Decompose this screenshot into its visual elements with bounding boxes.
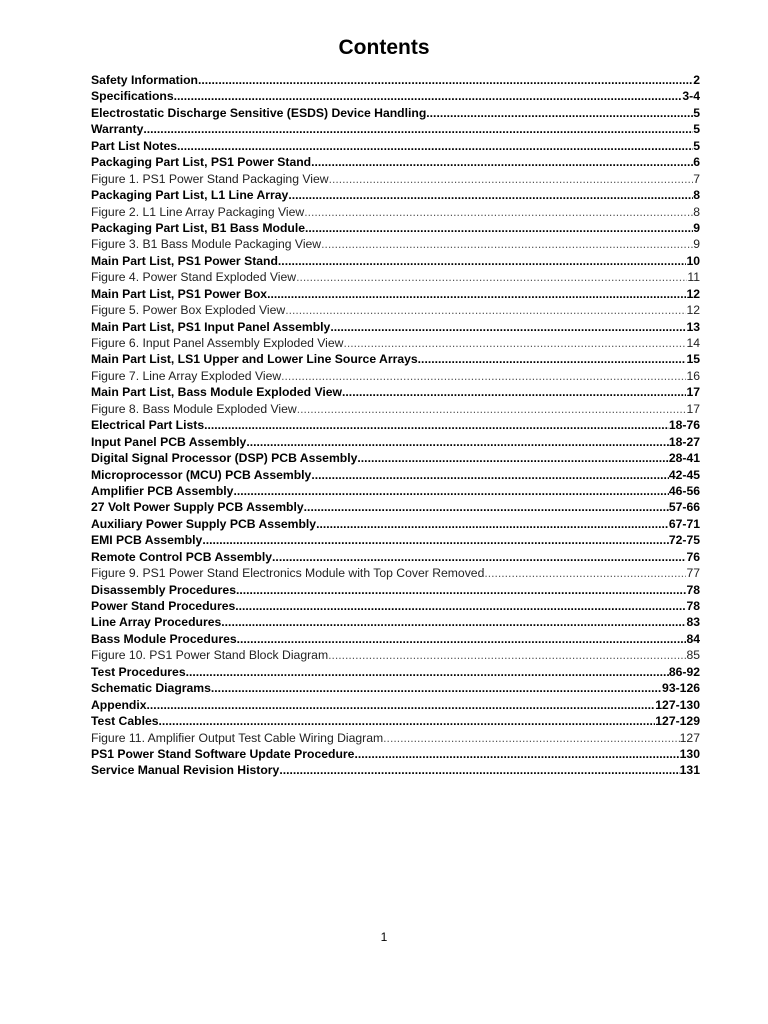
toc-entry[interactable] (91, 154, 700, 170)
toc-entry-title: Part List Notes (91, 138, 178, 153)
toc-entry-page: 83 (686, 615, 700, 630)
toc-entry[interactable] (91, 598, 700, 614)
toc-entry[interactable] (91, 384, 700, 400)
toc-entry-title: Schematic Diagrams (91, 681, 211, 696)
page-number: 1 (380, 930, 388, 944)
toc-entry[interactable] (91, 171, 700, 187)
toc-entry-page: 9 (693, 237, 700, 252)
toc-entry-page: 17 (686, 385, 700, 400)
dot-leader (211, 680, 662, 696)
dot-leader (279, 762, 679, 778)
toc-entry[interactable] (91, 713, 700, 729)
toc-entry-page: 7 (693, 171, 700, 186)
toc-entry-title: Figure 3. B1 Bass Module Packaging View (91, 237, 322, 252)
toc-entry-title: Electrostatic Discharge Sensitive (ESDS) Device Handling (91, 105, 427, 120)
toc-entry-title: Packaging Part List, L1 Line Array (91, 188, 289, 203)
toc-entry-title: Appendix (91, 697, 147, 712)
toc-entry-title: Disassembly Procedures (91, 582, 236, 597)
dot-leader (204, 417, 669, 433)
toc-entry-page: 15 (686, 352, 700, 367)
toc-entry-title: Line Array Procedures (91, 615, 222, 630)
toc-entry[interactable] (91, 762, 700, 778)
toc-entry-page: 8 (693, 188, 700, 203)
toc-entry-title: Figure 5. Power Box Exploded View (91, 303, 286, 318)
dot-leader (484, 565, 686, 581)
toc-entry-page: 17 (686, 401, 700, 416)
toc-entry-page: 84 (686, 631, 700, 646)
dot-leader (285, 302, 686, 318)
toc-entry[interactable] (91, 286, 700, 302)
toc-entry-page: 9 (693, 220, 700, 235)
toc-entry-page: 5 (693, 138, 700, 153)
toc-entry-page: 12 (686, 303, 700, 318)
toc-entry[interactable] (91, 401, 700, 417)
dot-leader (177, 138, 693, 154)
toc-entry-page: 130 (679, 746, 700, 761)
toc-entry[interactable] (91, 319, 700, 335)
toc-entry-title: Figure 4. Power Stand Exploded View (91, 270, 297, 285)
toc-entry-title: Test Cables (91, 714, 159, 729)
toc-entry[interactable] (91, 138, 700, 154)
toc-entry-page: 28-41 (668, 451, 700, 466)
toc-entry-title: Figure 6. Input Panel Assembly Exploded View (91, 336, 344, 350)
dot-leader (304, 499, 669, 515)
toc-entry[interactable] (91, 582, 700, 598)
toc-entry[interactable] (91, 549, 700, 565)
toc-entry-page: 127-130 (655, 697, 700, 712)
toc-entry[interactable] (91, 680, 700, 696)
toc-entry-title: Remote Control PCB Assembly (91, 549, 273, 564)
toc-entry-title: Bass Module Procedures (91, 631, 237, 646)
toc-entry[interactable] (91, 746, 700, 762)
dot-leader (143, 121, 693, 137)
toc-entry[interactable] (91, 532, 700, 548)
toc-entry-page: 86-92 (668, 664, 700, 679)
dot-leader (236, 582, 686, 598)
toc-entry-title: Safety Information (91, 73, 198, 87)
dot-leader (418, 351, 687, 367)
dot-leader (288, 187, 693, 203)
toc-entry-title: Warranty (91, 122, 144, 137)
dot-leader (267, 286, 686, 302)
dot-leader (237, 631, 687, 647)
toc-entry[interactable] (91, 417, 700, 433)
toc-entry-page: 78 (686, 599, 700, 613)
dot-leader (342, 384, 686, 400)
toc-entry[interactable] (91, 302, 700, 318)
toc-entry-title: Figure 2. L1 Line Array Packaging View (91, 204, 305, 219)
dot-leader (328, 647, 686, 663)
toc-entry[interactable] (91, 450, 700, 466)
dot-leader (198, 72, 693, 88)
toc-entry-title: Digital Signal Processor (DSP) PCB Assembly (91, 451, 358, 466)
toc-entry-page: 11 (687, 270, 700, 285)
toc-entry[interactable] (91, 467, 700, 483)
toc-entry-page: 77 (686, 566, 700, 581)
toc-entry[interactable] (91, 105, 700, 121)
toc-entry-title: Main Part List, LS1 Upper and Lower Line Source Arrays (91, 352, 418, 367)
dot-leader (296, 269, 687, 285)
dot-leader (343, 335, 686, 351)
toc-entry-title: Figure 1. PS1 Power Stand Packaging View (91, 171, 329, 186)
toc-entry-page: 76 (686, 549, 700, 564)
toc-entry[interactable] (91, 335, 700, 351)
toc-entry[interactable] (91, 187, 700, 203)
toc-entry[interactable] (91, 483, 700, 499)
dot-leader (202, 532, 669, 548)
toc-entry-page: 131 (679, 763, 700, 778)
toc-entry-title: EMI PCB Assembly (91, 533, 203, 548)
toc-entry-page: 2 (693, 73, 700, 87)
toc-entry-title: Figure 7. Line Array Exploded View (91, 368, 282, 383)
toc-entry-title: Electrical Part Lists (91, 418, 205, 433)
toc-entry[interactable] (91, 697, 700, 713)
toc-entry[interactable] (91, 499, 700, 515)
toc-entry-title: Packaging Part List, B1 Bass Module (91, 220, 306, 235)
dot-leader (357, 450, 668, 466)
toc-entry[interactable] (91, 664, 700, 680)
toc-entry-page: 72-75 (668, 533, 700, 548)
toc-entry-title: Packaging Part List, PS1 Power Stand (91, 155, 312, 170)
toc-entry[interactable] (91, 516, 700, 532)
toc-entry-title: Input Panel PCB Assembly (91, 434, 247, 449)
page-title: Contents (338, 36, 430, 59)
toc-entry-page: 42-45 (668, 467, 700, 482)
toc-entry-page: 46-56 (668, 483, 700, 498)
toc-entry-title: Microprocessor (MCU) PCB Assembly (91, 467, 312, 482)
dot-leader (316, 516, 669, 532)
toc-entry[interactable] (91, 88, 700, 104)
toc-entry-page: 14 (686, 336, 700, 350)
dot-leader (426, 105, 693, 121)
dot-leader (297, 401, 687, 417)
toc-entry-page: 6 (693, 155, 700, 170)
dot-leader (311, 154, 693, 170)
dot-leader (281, 368, 686, 384)
dot-leader (311, 467, 669, 483)
toc-entry-title: PS1 Power Stand Software Update Procedure (91, 746, 355, 761)
dot-leader (354, 746, 679, 762)
toc-entry-page: 85 (686, 648, 700, 663)
toc-entry[interactable] (91, 72, 700, 88)
toc-entry[interactable] (91, 565, 700, 581)
toc-entry-title: Main Part List, PS1 Input Panel Assembly (91, 319, 331, 334)
toc-entry-title: Figure 9. PS1 Power Stand Electronics Module with Top Cover Removed (91, 566, 485, 581)
toc-entry[interactable] (91, 614, 700, 630)
dot-leader (174, 88, 683, 104)
toc-entry[interactable] (91, 730, 700, 746)
toc-entry-title: Service Manual Revision History (91, 763, 280, 778)
toc-entry-title: Amplifier PCB Assembly (91, 483, 234, 498)
toc-entry-page: 18-27 (668, 434, 700, 449)
toc-entry-page: 8 (693, 204, 700, 219)
toc-entry-page: 3-4 (682, 89, 700, 104)
dot-leader (246, 434, 669, 450)
toc-entry-title: Test Procedures (91, 664, 186, 679)
toc-entry-page: 5 (693, 105, 700, 120)
toc-entry-page: 127 (679, 730, 700, 745)
toc-entry-page: 18-76 (668, 418, 700, 433)
toc-entry-title: Main Part List, Bass Module Exploded View (91, 385, 343, 400)
toc-entry-page: 12 (686, 286, 700, 301)
toc-entry-page: 67-71 (668, 516, 700, 531)
dot-leader (305, 220, 693, 236)
toc-entry-page: 13 (686, 319, 700, 334)
toc-entry-title: Power Stand Procedures (91, 599, 236, 613)
dot-leader (186, 664, 669, 680)
dot-leader (329, 171, 694, 187)
table-of-contents (91, 72, 700, 779)
dot-leader (272, 549, 686, 565)
toc-entry-title: Specifications (91, 89, 174, 104)
toc-entry-page: 5 (693, 122, 700, 137)
toc-entry-page: 78 (686, 582, 700, 597)
toc-entry[interactable] (91, 220, 700, 236)
dot-leader (278, 253, 687, 269)
dot-leader (304, 204, 693, 220)
dot-leader (321, 236, 693, 252)
dot-leader (159, 713, 656, 729)
toc-entry-title: Figure 8. Bass Module Exploded View (91, 401, 297, 416)
toc-entry[interactable] (91, 204, 700, 220)
toc-entry[interactable] (91, 434, 700, 450)
dot-leader (147, 697, 656, 713)
toc-entry-page: 127-129 (655, 714, 700, 729)
toc-entry[interactable] (91, 631, 700, 647)
toc-entry[interactable] (91, 269, 700, 285)
toc-entry-page: 57-66 (668, 500, 700, 515)
toc-entry[interactable] (91, 121, 700, 137)
toc-entry-title: Main Part List, PS1 Power Stand (91, 253, 278, 268)
toc-entry-title: 27 Volt Power Supply PCB Assembly (91, 500, 304, 515)
dot-leader (330, 319, 686, 335)
toc-entry-title: Auxiliary Power Supply PCB Assembly (91, 516, 317, 531)
toc-entry-title: Main Part List, PS1 Power Box (91, 286, 268, 301)
dot-leader (233, 483, 668, 499)
toc-entry-page: 93-126 (662, 681, 700, 696)
dot-leader (235, 598, 686, 614)
toc-entry[interactable] (91, 236, 700, 252)
toc-entry[interactable] (91, 647, 700, 663)
toc-entry-title: Figure 11. Amplifier Output Test Cable Wiring Diagram (91, 730, 384, 745)
dot-leader (221, 614, 686, 630)
toc-entry[interactable] (91, 368, 700, 384)
dot-leader (383, 730, 679, 746)
toc-entry-page: 16 (686, 368, 700, 383)
toc-entry-page: 10 (686, 253, 700, 268)
toc-entry[interactable] (91, 253, 700, 269)
toc-entry[interactable] (91, 351, 700, 367)
toc-entry-title: Figure 10. PS1 Power Stand Block Diagram (91, 648, 329, 663)
